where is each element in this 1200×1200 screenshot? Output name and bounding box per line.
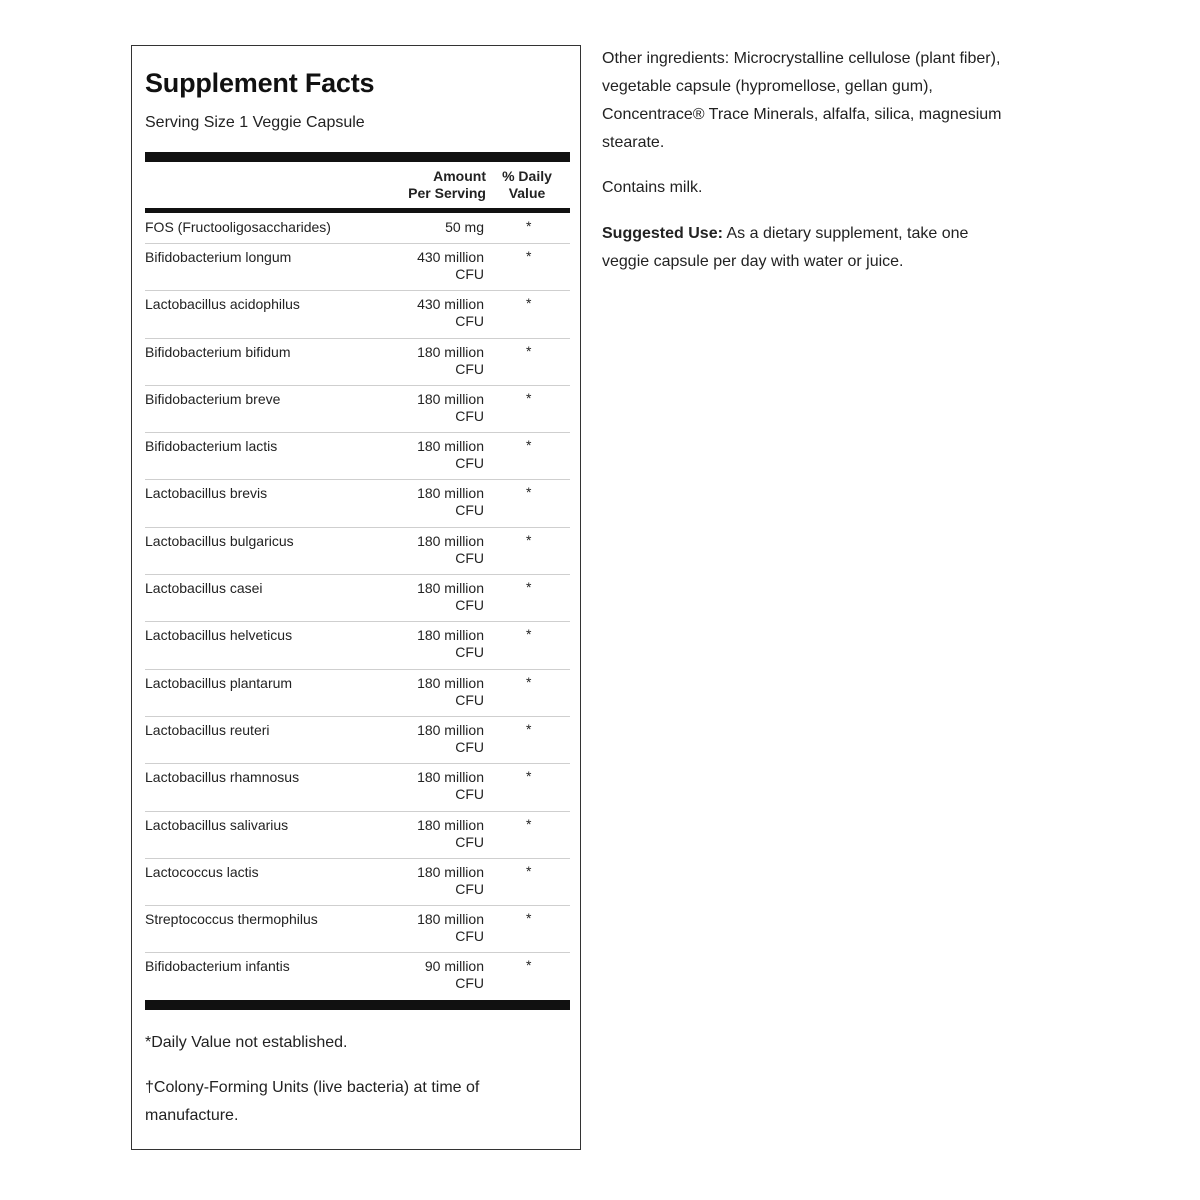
- header-divider: [145, 208, 570, 213]
- nutrient-amount-line: CFU: [455, 691, 484, 708]
- nutrient-daily-value: *: [526, 815, 532, 832]
- nutrient-name: Bifidobacterium longum: [145, 249, 292, 265]
- nutrient-amount-line: 180 million: [417, 627, 484, 644]
- nutrient-amount-line: CFU: [455, 360, 484, 377]
- allergen-statement: Contains milk.: [602, 179, 703, 196]
- nutrient-row: [145, 859, 570, 906]
- nutrient-amount-line: CFU: [455, 502, 484, 519]
- nutrient-amount: [394, 769, 484, 803]
- other-ingredients-line-2: vegetable capsule (hypromellose, gellan gum),: [602, 78, 933, 95]
- nutrient-amount-line: 90 million: [424, 958, 484, 975]
- nutrient-amount-line: 180 million: [417, 343, 484, 360]
- nutrient-amount: [394, 911, 484, 945]
- nutrient-daily-value: *: [526, 248, 532, 264]
- amount-header-line-2: Per Serving: [408, 185, 486, 201]
- nutrient-amount: [394, 296, 484, 330]
- nutrient-daily-value: *: [526, 484, 532, 501]
- nutrient-amount: [394, 817, 484, 851]
- suggested-use: [602, 220, 1062, 276]
- suggested-use-text-1: As a dietary supplement, take one: [722, 225, 969, 242]
- nutrient-name: FOS (Fructooligosaccharides): [145, 219, 331, 235]
- nutrient-amount-line: 180 million: [417, 438, 484, 455]
- nutrient-daily-value: *: [526, 342, 532, 359]
- nutrient-name: Bifidobacterium infantis: [145, 958, 290, 975]
- nutrient-amount: [394, 580, 484, 614]
- nutrient-row: [145, 670, 570, 717]
- serving-size: Serving Size 1 Veggie Capsule: [145, 114, 365, 131]
- daily-value-header: [492, 168, 562, 202]
- nutrient-name: Lactobacillus acidophilus: [145, 296, 300, 313]
- nutrient-daily-value: *: [526, 626, 532, 643]
- nutrient-rows: [145, 214, 570, 1001]
- nutrient-amount: [394, 864, 484, 898]
- nutrient-amount-line: 430 million: [417, 296, 484, 313]
- other-ingredients: [602, 45, 1062, 157]
- nutrient-name: Bifidobacterium bifidum: [145, 343, 291, 360]
- footnote-cfu-line-1: †Colony-Forming Units (live bacteria) at time of: [145, 1079, 480, 1096]
- nutrient-amount-line: 180 million: [417, 485, 484, 502]
- top-divider: [145, 152, 570, 162]
- nutrient-daily-value: *: [526, 531, 532, 548]
- nutrient-name: Lactobacillus helveticus: [145, 627, 293, 644]
- nutrient-amount: [394, 958, 484, 992]
- nutrient-amount-line: CFU: [455, 786, 484, 803]
- nutrient-row: [145, 339, 570, 386]
- nutrient-amount-line: CFU: [455, 313, 484, 330]
- nutrient-amount: [394, 722, 484, 756]
- nutrient-name: Lactobacillus bulgaricus: [145, 532, 294, 549]
- nutrient-daily-value: *: [526, 862, 532, 879]
- nutrient-name: Bifidobacterium breve: [145, 390, 281, 407]
- other-ingredients-line-1: Other ingredients: Microcrystalline cellulose (plant fiber),: [602, 50, 1001, 67]
- nutrient-amount-line: 180 million: [417, 816, 484, 833]
- nutrient-amount-line: 180 million: [417, 863, 484, 880]
- nutrient-row: [145, 291, 570, 338]
- nutrient-name: Lactobacillus reuteri: [145, 721, 270, 738]
- nutrient-amount: [394, 675, 484, 709]
- nutrient-amount-line: CFU: [455, 455, 484, 472]
- nutrient-name: Lactobacillus plantarum: [145, 674, 293, 691]
- nutrient-name: Lactococcus lactis: [145, 863, 259, 880]
- nutrient-amount-line: CFU: [455, 738, 484, 755]
- nutrient-daily-value: *: [526, 295, 532, 312]
- supplement-facts-panel: [131, 45, 581, 1150]
- nutrient-amount: [394, 391, 484, 425]
- nutrient-amount-line: 180 million: [417, 674, 484, 691]
- nutrient-amount-line: 180 million: [417, 769, 484, 786]
- nutrient-amount-line: 180 million: [417, 911, 484, 928]
- nutrient-amount-line: CFU: [455, 644, 484, 661]
- nutrient-daily-value: *: [526, 720, 532, 737]
- footnote-daily-value: *Daily Value not established.: [145, 1034, 348, 1051]
- nutrient-daily-value: *: [526, 389, 532, 406]
- nutrient-amount-line: 180 million: [417, 721, 484, 738]
- footnote-cfu: [145, 1074, 479, 1130]
- nutrient-name: Lactobacillus salivarius: [145, 816, 289, 833]
- nutrient-amount: [394, 438, 484, 472]
- nutrient-row: [145, 622, 570, 669]
- nutrient-name: Streptococcus thermophilus: [145, 911, 318, 928]
- amount-header-line-1: Amount: [433, 168, 486, 184]
- nutrient-amount: [394, 344, 484, 378]
- other-ingredients-line-4: stearate.: [602, 134, 665, 151]
- nutrient-row: [145, 953, 570, 1000]
- footnote-cfu-line-2: manufacture.: [145, 1107, 239, 1124]
- nutrient-amount-line: CFU: [455, 597, 484, 614]
- nutrient-row: [145, 244, 570, 291]
- nutrient-row: [145, 214, 570, 244]
- nutrient-amount: [394, 249, 484, 283]
- nutrient-daily-value: *: [526, 910, 532, 927]
- amount-header: [394, 168, 486, 202]
- nutrient-row: [145, 386, 570, 433]
- nutrient-name: Lactobacillus casei: [145, 580, 263, 597]
- nutrient-amount-line: 430 million: [417, 249, 484, 265]
- nutrient-name: Lactobacillus brevis: [145, 485, 268, 502]
- nutrient-daily-value: *: [526, 437, 532, 454]
- nutrient-amount-line: 50 mg: [445, 219, 484, 235]
- nutrient-amount-line: CFU: [455, 928, 484, 945]
- nutrient-amount: [394, 627, 484, 661]
- nutrient-amount-line: 180 million: [417, 532, 484, 549]
- nutrient-row: [145, 812, 570, 859]
- nutrient-amount-line: 180 million: [417, 390, 484, 407]
- nutrient-amount-line: CFU: [455, 549, 484, 566]
- other-ingredients-line-3: Concentrace® Trace Minerals, alfalfa, silica, magnesium: [602, 106, 1002, 123]
- nutrient-row: [145, 717, 570, 764]
- dv-header-line-2: Value: [508, 185, 546, 201]
- nutrient-amount-line: CFU: [455, 880, 484, 897]
- nutrient-row: [145, 528, 570, 575]
- suggested-use-line-1: [602, 220, 1062, 248]
- nutrient-row: [145, 433, 570, 480]
- nutrient-row: [145, 764, 570, 811]
- nutrient-row: [145, 480, 570, 527]
- nutrient-name: Lactobacillus rhamnosus: [145, 769, 300, 786]
- nutrient-amount-line: 180 million: [417, 580, 484, 597]
- nutrient-daily-value: *: [526, 957, 532, 974]
- nutrient-amount: [394, 485, 484, 519]
- nutrient-daily-value: *: [526, 768, 532, 785]
- nutrient-daily-value: *: [526, 579, 532, 596]
- nutrient-amount-line: CFU: [455, 266, 484, 282]
- bottom-divider: [145, 1000, 570, 1010]
- nutrient-row: [145, 575, 570, 622]
- suggested-use-label: Suggested Use:: [602, 225, 723, 242]
- nutrient-daily-value: *: [526, 218, 532, 234]
- nutrient-amount-line: CFU: [455, 833, 484, 850]
- nutrient-amount: [394, 219, 484, 236]
- nutrient-row: [145, 906, 570, 953]
- dv-header-line-1: % Daily: [502, 168, 552, 184]
- nutrient-amount-line: CFU: [455, 407, 484, 424]
- nutrient-amount: [394, 533, 484, 567]
- panel-title: Supplement Facts: [145, 68, 375, 98]
- nutrient-amount-line: CFU: [455, 975, 484, 992]
- nutrient-name: Bifidobacterium lactis: [145, 438, 278, 455]
- suggested-use-text-2: veggie capsule per day with water or juice.: [602, 253, 904, 270]
- nutrient-daily-value: *: [526, 673, 532, 690]
